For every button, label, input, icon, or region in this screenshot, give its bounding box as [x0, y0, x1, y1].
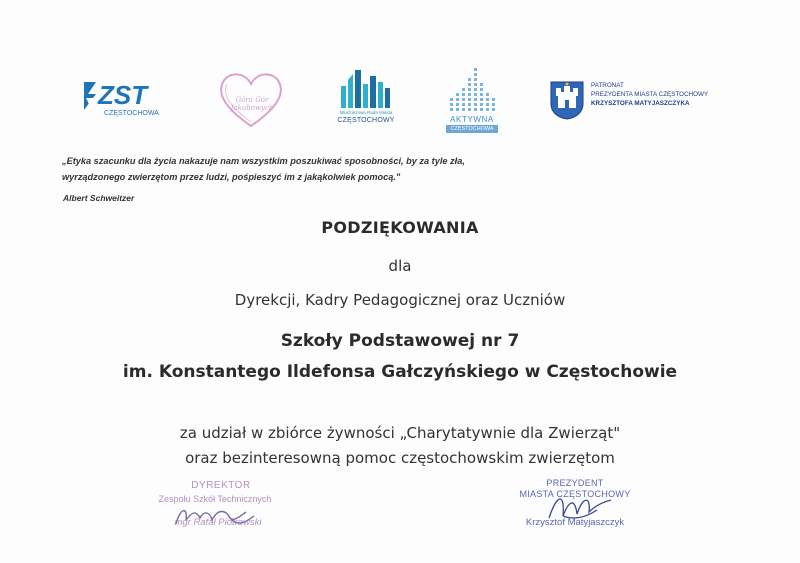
quote	[62, 153, 502, 185]
quote-line-2: wyrządzonego zwierzętom przez ludzi, pośpieszyć im z jakąkolwiek pomocą."	[62, 172, 401, 182]
bars-icon	[333, 68, 399, 112]
youth-council-city: CZĘSTOCHOWY	[337, 117, 395, 124]
zst-logo-name: ZST	[98, 80, 148, 110]
president-stamp-name: Krzysztof Matyjaszczyk	[525, 517, 625, 528]
president-stamp-title-2: MIASTA CZĘSTOCHOWY	[519, 489, 631, 499]
zst-logo-city: CZĘSTOCHOWA	[104, 110, 159, 117]
president-signature-icon	[545, 490, 615, 522]
zst-logo	[82, 80, 168, 118]
president-stamp	[505, 478, 645, 538]
recipients-text: Dyrekcji, Kadry Pedagogicznej oraz Uczniów	[234, 291, 566, 309]
city-crest-icon	[549, 80, 585, 120]
dot-bars-icon	[440, 66, 504, 114]
director-stamp-name: mgr Rafał Piotrowski	[174, 517, 262, 528]
president-stamp-title-1: PREZYDENT	[546, 478, 604, 488]
youth-council-logo	[333, 68, 399, 134]
heart-logo	[215, 68, 287, 130]
school-patron: im. Konstantego Ildefonsa Gałczyńskiego w Częstochowie	[122, 362, 678, 382]
director-stamp-title: DYREKTOR	[191, 480, 251, 491]
quote-line-1: „Etyka szacunku dla życia nakazuje nam wszystkim poszukiwać sposobności, by za tyle zła,	[62, 156, 465, 166]
youth-council-subtitle: Młodzieżowa Rada Miasta	[339, 110, 393, 115]
aktywna-city: CZĘSTOCHOWA	[446, 125, 498, 133]
aktywna-word: AKTYWNA	[450, 115, 494, 124]
director-signature-icon	[170, 498, 260, 532]
zst-logo-icon	[82, 80, 168, 118]
heart-logo-text: Góra Gór Jakubowych	[230, 96, 274, 112]
director-stamp	[140, 480, 290, 540]
aktywna-logo	[440, 66, 504, 134]
director-stamp-org: Zespołu Szkół Technicznych	[158, 494, 272, 504]
patronat-logo	[549, 80, 729, 122]
school-name: Szkoły Podstawowej nr 7	[280, 331, 520, 351]
reason-line-1: za udział w zbiórce żywności „Charytatywnie dla Zwierząt"	[179, 424, 621, 442]
patronat-text	[591, 81, 761, 108]
patronat-line-1: PATRONAT	[591, 82, 624, 89]
for-text: dla	[388, 257, 412, 275]
reason-line-2: oraz bezinteresowną pomoc częstochowskim zwierzętom	[185, 449, 615, 467]
certificate-title: PODZIĘKOWANIA	[321, 218, 479, 237]
quote-author: Albert Schweitzer	[63, 193, 135, 203]
patronat-line-2: PREZYDENTA MIASTA CZĘSTOCHOWY	[591, 91, 709, 98]
patronat-line-3: KRZYSZTOFA MATYJASZCZYKA	[591, 100, 690, 107]
